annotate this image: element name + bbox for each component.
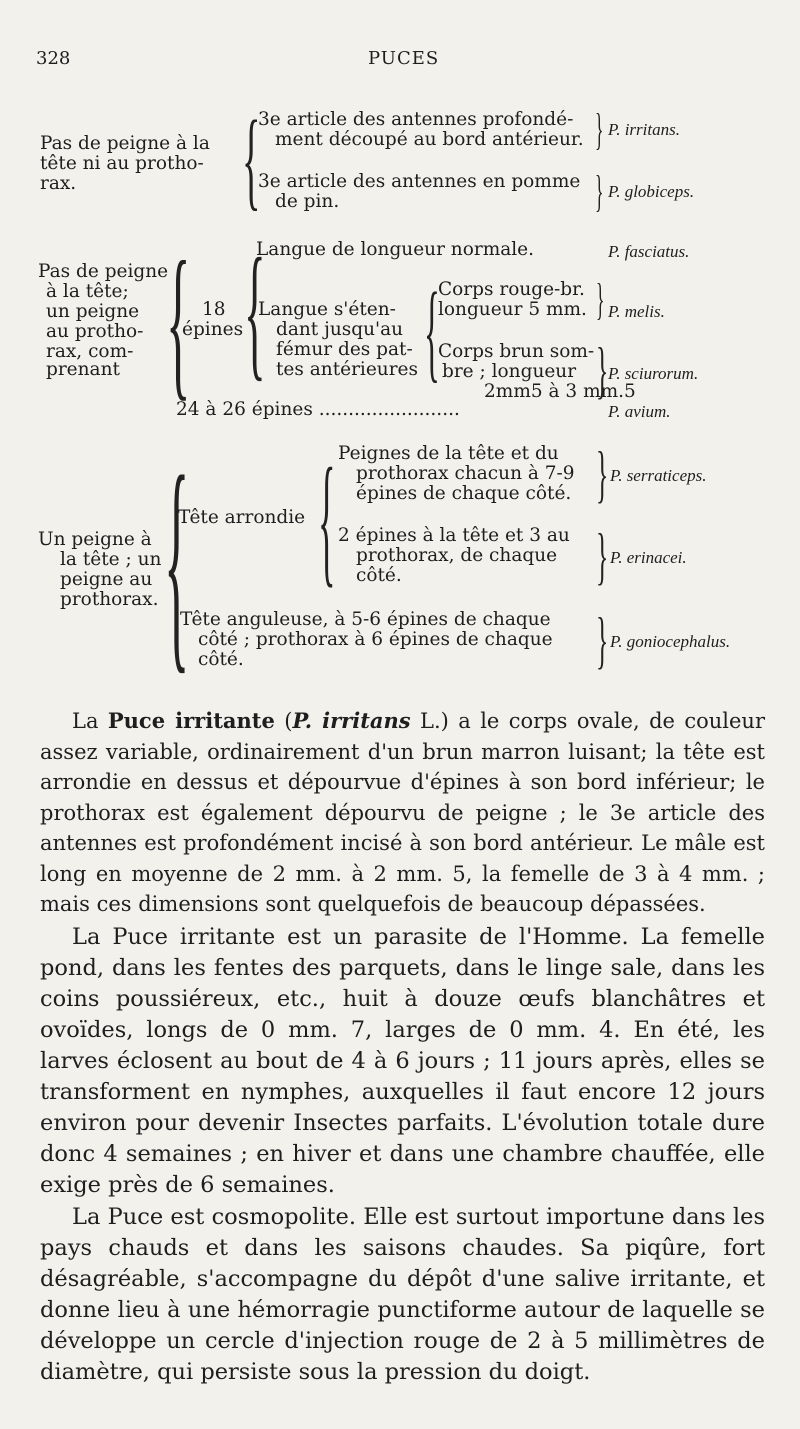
key-g3-label-2: la tête ; un <box>60 549 162 570</box>
key-g2-langue-3: fémur des pat- <box>276 339 413 360</box>
species-goniocephalus: P. goniocephalus. <box>610 632 731 651</box>
key-g2-c2-1: Corps brun som- <box>438 341 595 362</box>
key-g2-label-1: Pas de peigne <box>38 261 169 282</box>
term-puce-irritante: Puce irritante <box>107 708 275 733</box>
term-p-irritans: P. irritans <box>292 708 411 733</box>
species-serraticeps: P. serraticeps. <box>610 466 707 485</box>
key-g2-c1-1: Corps rouge-br. <box>438 279 585 300</box>
key-g1-b-1: 3e article des antennes en pomme <box>258 171 581 192</box>
key-g2-epines: épines <box>182 319 244 340</box>
key-g2-langue-1: Langue s'éten- <box>258 299 396 320</box>
key-g1-a-1: 3e article des antennes profondé- <box>258 109 574 130</box>
brace-g3-b: } <box>596 520 609 591</box>
key-g2-langue-4: tes antérieures <box>276 359 418 380</box>
key-g1-label-1: Pas de peigne à la <box>40 133 210 154</box>
brace-g3-a: } <box>596 438 609 509</box>
brace-g2-c2: } <box>596 334 609 405</box>
running-title: PUCES <box>368 48 440 69</box>
key-g2-c2-2: bre ; longueur <box>442 361 577 382</box>
key-g2-label-5: rax, com- <box>46 341 134 362</box>
species-fasciatus: P. fasciatus. <box>608 242 690 261</box>
key-g3-b-1: 2 épines à la tête et 3 au <box>338 525 570 546</box>
key-g1-label-2: tête ni au protho- <box>40 153 204 174</box>
key-g2-a: Langue de longueur normale. <box>256 239 535 260</box>
brace-g1-b: } <box>595 167 604 216</box>
key-g3-c-1: Tête anguleuse, à 5-6 épines de chaque <box>180 609 551 630</box>
brace-g3: { <box>164 427 190 693</box>
paragraph-1: La Puce irritante (P. irritans L.) a le corps ovale, de couleur assez variable, ordinairement d'un brun marron luisant; la tête est arrondie en dessus et dépourvue d'épines à son bord inférieur; le prothorax est également dépourvu de peigne ; le 3e article des antennes est profondément incisé à son bord antérieur. Le mâle est long en moyenne de 2 mm. à 2 mm. 5, la femelle de 3 à 4 mm. ; mais ces dimensions sont quelquefois de beaucoup dépassées. <box>40 708 765 916</box>
key-g2-label-4: au protho- <box>46 321 144 342</box>
species-irritans: P. irritans. <box>608 120 680 139</box>
key-g3-a-1: Peignes de la tête et du <box>338 443 559 464</box>
species-globiceps: P. globiceps. <box>608 182 695 201</box>
brace-g1: { <box>242 98 261 220</box>
brace-g1-a: } <box>595 105 604 154</box>
paragraph-2: La Puce irritante est un parasite de l'Homme. La femelle pond, dans les fentes des parquets, dans le linge sale, dans les coins poussiéreux, etc., huit à douze œufs blanchâtres et ovoïdes, longs de 0 mm. 7, larges de 0 mm. 4. En été, les larves éclosent au bout de 4 à 6 jours ; 11 jours après, elles se transforment en nymphes, auxquelles il faut encore 12 jours environ pour devenir Insectes parfaits. L'évolution totale dure donc 4 semaines ; en hiver et dans une chambre chauffée, elle exige près de 6 semaines. <box>40 924 765 1198</box>
key-g2-label-3: un peigne <box>46 301 140 322</box>
key-g2-c1-2: longueur 5 mm. <box>438 299 587 320</box>
species-sciurorum: P. sciurorum. <box>608 364 699 383</box>
key-g3-b-3: côté. <box>356 565 402 586</box>
brace-g2-18: { <box>244 228 266 394</box>
brace-g3-arr: { <box>318 438 336 600</box>
key-g2-langue-2: dant jusqu'au <box>276 319 404 340</box>
paragraph-3: La Puce est cosmopolite. Elle est surtout importune dans les pays chauds et dans les saisons chaudes. Sa piqûre, fort désagréable, s'accompagne du dépôt d'une salive irritante, et donne lieu à une hémorragie punctiforme autour de laquelle se développe un cercle d'injection rouge de 2 à 5 millimètres de diamètre, qui persiste sous la pression du doigt. <box>40 1204 765 1385</box>
species-avium: P. avium. <box>608 402 671 421</box>
key-g2-b: 24 à 26 épines ........................ <box>176 399 460 420</box>
key-g3-c-2: côté ; prothorax à 6 épines de chaque <box>198 629 553 650</box>
key-g3-label-4: prothorax. <box>60 589 159 610</box>
key-g3-c-3: côté. <box>198 649 244 670</box>
key-g3-arr: Tête arrondie <box>178 507 306 528</box>
species-erinacei: P. erinacei. <box>610 548 687 567</box>
brace-g2-c1: } <box>596 275 605 324</box>
key-g3-a-2: prothorax chacun à 7-9 <box>356 463 575 484</box>
key-g3-b-2: prothorax, de chaque <box>356 545 558 566</box>
brace-g2: { <box>166 227 191 415</box>
key-g3-label-3: peigne au <box>60 569 153 590</box>
page-number: 328 <box>36 48 71 69</box>
key-g2-18: 18 <box>202 299 226 320</box>
species-melis: P. melis. <box>608 302 665 321</box>
key-g3-a-3: épines de chaque côté. <box>356 483 572 504</box>
key-g1-label-3: rax. <box>40 173 77 194</box>
key-g2-label-6: prenant <box>46 359 120 380</box>
key-g1-a-2: ment découpé au bord antérieur. <box>275 129 584 150</box>
key-g3-label-1: Un peigne à <box>38 529 152 550</box>
key-g1-b-2: de pin. <box>275 191 340 212</box>
key-g2-label-2: à la tête; <box>46 281 129 302</box>
key-g2-c2-3: 2mm5 à 3 mm.5 <box>484 381 636 402</box>
brace-g3-c: } <box>596 604 609 675</box>
brace-g2-langue: { <box>424 270 440 392</box>
